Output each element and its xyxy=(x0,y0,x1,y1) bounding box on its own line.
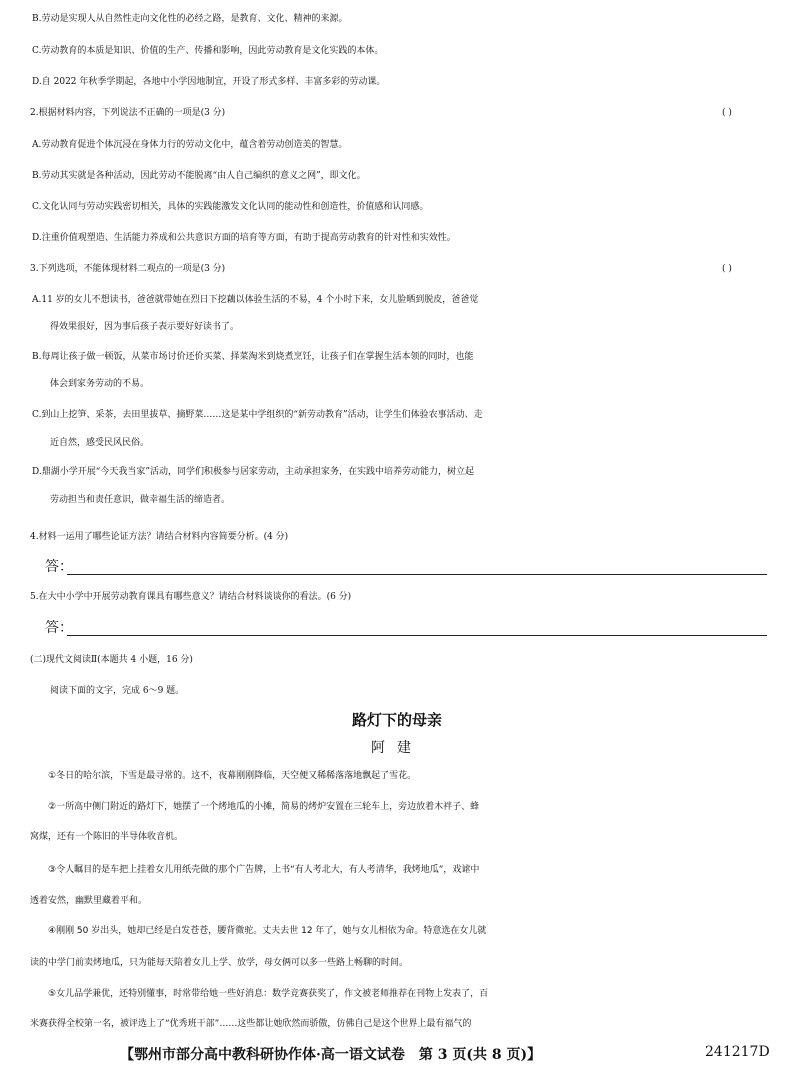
story-paragraph-3: ③令人瞩目的是车把上挂着女儿用纸壳做的那个广告牌，上书“有人考北大，有人考清华，我烤地瓜”，戏谑中 xyxy=(48,865,480,875)
q3-option-b: B.每周让孩子做一顿饭，从菜市场讨价还价买菜、择菜淘米到烧煮烹饪，让孩子们在掌握生活本领的同时，也能 xyxy=(32,352,474,362)
story-paragraph-4-cont: 读的中学门前卖烤地瓜，只为能每天陪着女儿上学、放学，母女俩可以多一些路上畅聊的时间。 xyxy=(30,958,409,968)
footer-text: 【鄂州市部分高中教科研协作体·高一语文试卷 第 3 页(共 8 页)】 xyxy=(120,1047,542,1063)
q3-option-d: D.鼎湖小学开展“今天我当家”活动，同学们积极参与居家劳动，主动承担家务，在实践中培养劳动能力，树立起 xyxy=(32,467,474,477)
q4-answer-line xyxy=(67,574,767,575)
q2-option-b: B.劳动其实就是各种活动，因此劳动不能脱离“由人自己编织的意义之网”，即文化。 xyxy=(32,171,366,181)
q4-stem: 4.材料一运用了哪些论证方法？请结合材料内容简要分析。(4 分) xyxy=(30,532,289,542)
story-author: 阿建 xyxy=(371,740,423,756)
section-heading: (二)现代文阅读Ⅱ(本题共 4 小题，16 分) xyxy=(30,655,193,665)
q2-stem: 2.根据材料内容，下列说法不正确的一项是(3 分) ( ) xyxy=(0,103,794,123)
q3-answer-bracket: ( ) xyxy=(722,264,732,274)
q3-option-d-cont: 劳动担当和责任意识，做幸福生活的缔造者。 xyxy=(50,495,231,505)
story-paragraph-5-cont: 米赛获得全校第一名，被评选上了“优秀班干部”……这些都让她欣然而骄傲，仿佛自己是这个世界上最有福气的 xyxy=(30,1019,472,1029)
q3-option-a: A.11 岁的女儿不想读书，爸爸就带她在烈日下挖藕以体验生活的不易，4 个小时下来，女儿脸晒到脱皮，爸爸觉 xyxy=(32,295,479,305)
story-paragraph-3-cont: 透着安然，幽默里藏着平和。 xyxy=(30,896,148,906)
footer-code: 241217D xyxy=(705,1044,770,1060)
q3-option-c-cont: 近自然，感受民风民俗。 xyxy=(50,438,150,448)
q1-option-b: B.劳动是实现人从自然性走向文化性的必经之路，是教育、文化、精神的来源。 xyxy=(32,14,348,24)
q5-answer-label: 答： xyxy=(45,620,73,636)
q2-answer-bracket: ( ) xyxy=(722,108,732,118)
story-title: 路灯下的母亲 xyxy=(351,711,442,729)
q1-option-c: C.劳动教育的本质是知识、价值的生产、传播和影响，因此劳动教育是文化实践的本体。 xyxy=(32,46,384,56)
q2-option-c: C.文化认同与劳动实践密切相关，具体的实践能激发文化认同的能动性和创造性，价值感和认同感。 xyxy=(32,202,429,212)
q3-option-a-cont: 得效果很好，因为事后孩子表示要好好读书了。 xyxy=(50,322,240,332)
q5-stem: 5.在大中小学中开展劳动教育课具有哪些意义？请结合材料谈谈你的看法。(6 分) xyxy=(30,592,352,602)
q4-answer-area[interactable] xyxy=(45,556,767,578)
q5-answer-line xyxy=(67,635,767,636)
q2-option-d: D.注重价值观塑造、生活能力养成和公共意识方面的培育等方面，有助于提高劳动教育的针对性和实效性。 xyxy=(32,233,456,243)
q3-stem: 3.下列选项，不能体现材料二观点的一项是(3 分) ( ) xyxy=(0,259,794,279)
q3-option-b-cont: 体会到家务劳动的不易。 xyxy=(50,379,150,389)
story-paragraph-1: ①冬日的哈尔滨，下雪是最寻常的。这不，夜幕刚刚降临，天空便又稀稀落落地飘起了雪花。 xyxy=(48,771,417,781)
story-paragraph-5: ⑤女儿品学兼优，还特别懂事，时常带给她一些好消息：数学竞赛获奖了，作文被老师推荐在刊物上发表了，百 xyxy=(48,989,489,999)
q3-option-c: C.到山上挖笋、采茶，去田里拔草、摘野菜……这是某中学组织的“新劳动教育”活动，让学生们体验农事活动、走 xyxy=(32,410,483,420)
section-instruction: 阅读下面的文字，完成 6～9 题。 xyxy=(50,686,185,696)
story-paragraph-2: ②一所高中侧门附近的路灯下，她摆了一个烤地瓜的小摊，简易的烤炉安置在三轮车上，旁边放着木袢子、蜂 xyxy=(48,802,480,812)
q1-option-d: D.自 2022 年秋季学期起，各地中小学因地制宜，开设了形式多样、丰富多彩的劳动课。 xyxy=(32,77,386,87)
story-paragraph-2-cont: 窝煤，还有一个陈旧的半导体收音机。 xyxy=(30,832,184,842)
q5-answer-area[interactable] xyxy=(45,617,767,639)
q4-answer-label: 答： xyxy=(45,559,73,575)
story-paragraph-4: ④刚刚 50 岁出头，她却已经是白发苍苍，腰背微驼。丈夫去世 12 年了，她与女儿相依为命。特意选在女儿就 xyxy=(48,926,487,936)
q2-option-a: A.劳动教育促进个体沉浸在身体力行的劳动文化中，蕴含着劳动创造美的智慧。 xyxy=(32,140,348,150)
